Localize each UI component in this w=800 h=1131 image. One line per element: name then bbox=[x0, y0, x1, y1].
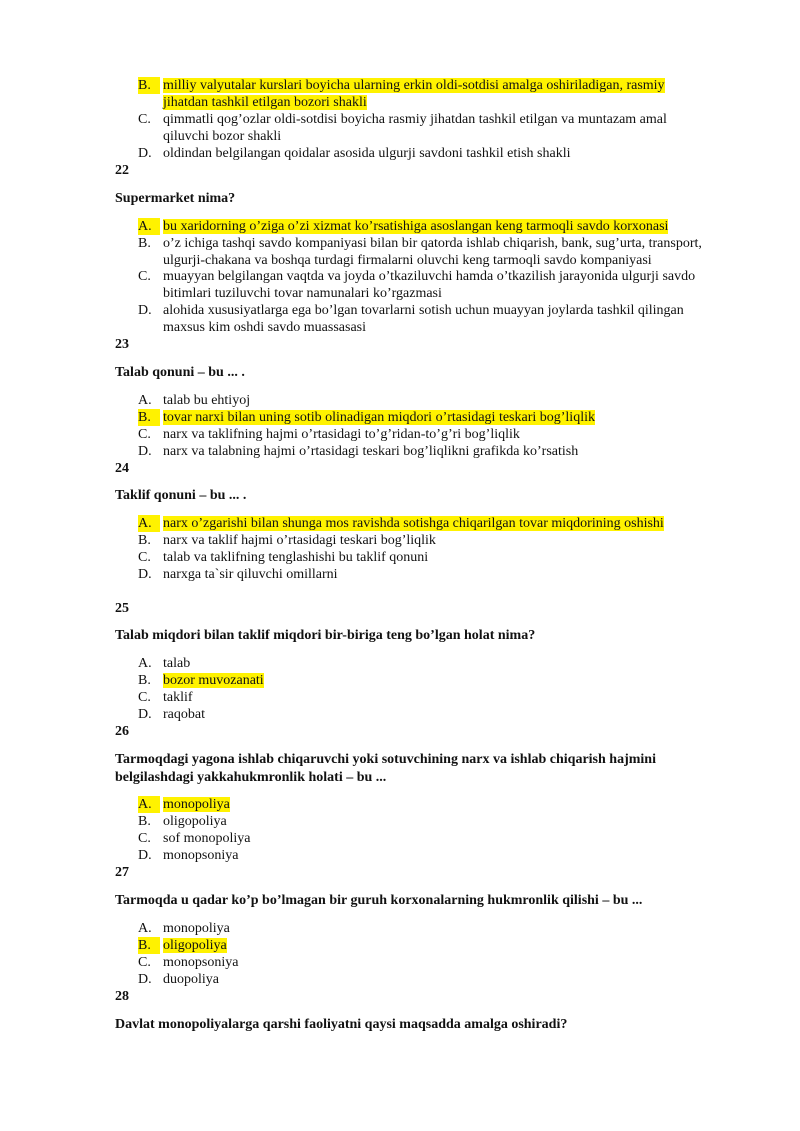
option-23-c bbox=[138, 426, 738, 443]
option-letter: C. bbox=[138, 112, 151, 127]
option-letter: B. bbox=[138, 533, 151, 548]
option-letter: C. bbox=[138, 690, 151, 705]
question-line: Tarmoqdagi yagona ishlab chiqaruvchi yoki sotuvchining narx va ishlab chiqarish hajmini bbox=[115, 752, 656, 767]
option-21-c bbox=[138, 111, 738, 145]
option-line: sof monopoliya bbox=[163, 831, 251, 846]
option-21-b bbox=[138, 77, 738, 111]
option-letter: A. bbox=[138, 218, 160, 235]
question-22-text: Supermarket nima? bbox=[115, 191, 236, 206]
option-23-d bbox=[138, 443, 738, 460]
option-letter: B. bbox=[138, 814, 151, 829]
option-letter: C. bbox=[138, 427, 151, 442]
option-22-d bbox=[138, 302, 738, 336]
question-28-text: Davlat monopoliyalarga qarshi faoliyatni qaysi maqsadda amalga oshiradi? bbox=[115, 1017, 568, 1032]
option-line: milliy valyutalar kurslari boyicha ularning erkin oldi-sotdisi amalga oshiriladigan, rasmiy bbox=[163, 78, 665, 93]
option-line: narx va taklifning hajmi o’rtasidagi to’g’ridan-to’g’ri bog’liqlik bbox=[163, 427, 520, 442]
option-24-a bbox=[138, 515, 738, 532]
option-27-b bbox=[138, 937, 738, 954]
option-letter: B. bbox=[138, 409, 160, 426]
option-letter: C. bbox=[138, 550, 151, 565]
option-26-c bbox=[138, 830, 738, 847]
option-letter: C. bbox=[138, 269, 151, 284]
option-line: narx va talabning hajmi o’rtasidagi teskari bog’liqlikni grafikda ko’rsatish bbox=[163, 444, 579, 459]
question-number-26: 26 bbox=[115, 724, 129, 739]
option-22-c bbox=[138, 268, 738, 302]
option-line: talab va taklifning tenglashishi bu taklif qonuni bbox=[163, 550, 429, 565]
option-line: monopsoniya bbox=[163, 955, 239, 970]
option-line: duopoliya bbox=[163, 972, 219, 987]
option-line: qiluvchi bozor shakli bbox=[163, 129, 282, 144]
option-23-b bbox=[138, 409, 738, 426]
option-letter: C. bbox=[138, 955, 151, 970]
option-line: oligopoliya bbox=[163, 814, 227, 829]
option-27-c bbox=[138, 954, 738, 971]
question-number-23: 23 bbox=[115, 337, 129, 352]
option-26-a bbox=[138, 796, 738, 813]
option-25-d bbox=[138, 706, 738, 723]
option-letter: C. bbox=[138, 831, 151, 846]
question-line: belgilashdagi yakkahukmronlik holati – bu ... bbox=[115, 770, 387, 785]
option-letter: B. bbox=[138, 673, 151, 688]
option-letter: D. bbox=[138, 444, 152, 459]
option-letter: A. bbox=[138, 796, 160, 813]
option-line: tovar narxi bilan uning sotib olinadigan miqdori o’rtasidagi teskari bog’liqlik bbox=[163, 410, 595, 425]
question-number-28: 28 bbox=[115, 989, 129, 1004]
option-26-b bbox=[138, 813, 738, 830]
option-line: qimmatli qog’ozlar oldi-sotdisi boyicha rasmiy jihatdan tashkil etilgan va muntazam amal bbox=[163, 112, 667, 127]
option-24-d bbox=[138, 566, 738, 583]
option-25-c bbox=[138, 689, 738, 706]
option-line: narx va taklif hajmi o’rtasidagi teskari bog’liqlik bbox=[163, 533, 436, 548]
option-line: talab bu ehtiyoj bbox=[163, 393, 251, 408]
option-line: bozor muvozanati bbox=[163, 673, 264, 688]
option-line: alohida xususiyatlarga ega bo’lgan tovarlarni sotish uchun muayyan joylarda tashkil qilingan bbox=[163, 303, 684, 318]
option-22-b bbox=[138, 235, 738, 269]
option-letter: D. bbox=[138, 848, 152, 863]
option-26-d bbox=[138, 847, 738, 864]
option-letter: D. bbox=[138, 303, 152, 318]
option-22-a bbox=[138, 218, 738, 235]
option-line: narx o’zgarishi bilan shunga mos ravishda sotishga chiqarilgan tovar miqdorining oshishi bbox=[163, 516, 664, 531]
option-letter: A. bbox=[138, 921, 152, 936]
question-26-text bbox=[115, 751, 715, 787]
option-line: monopsoniya bbox=[163, 848, 239, 863]
option-line: bitimlari tuziluvchi tovar namunalari ko’rgazmasi bbox=[163, 286, 442, 301]
option-line: narxga ta`sir qiluvchi omillarni bbox=[163, 567, 338, 582]
option-23-a bbox=[138, 392, 738, 409]
option-line: o’z ichiga tashqi savdo kompaniyasi bilan bir qatorda ishlab chiqarish, bank, sug’urta, transport, bbox=[163, 236, 702, 251]
option-line: monopoliya bbox=[163, 921, 230, 936]
question-23-text: Talab qonuni – bu ... . bbox=[115, 365, 245, 380]
option-line: ulgurji-chakana va boshqa turdagi firmalarni oluvchi keng tarmoqli savdo kompaniyasi bbox=[163, 253, 652, 268]
question-24-text: Taklif qonuni – bu ... . bbox=[115, 488, 247, 503]
question-number-24: 24 bbox=[115, 461, 129, 476]
option-line: maxsus kim oshdi savdo muassasasi bbox=[163, 320, 366, 335]
question-number-27: 27 bbox=[115, 865, 129, 880]
option-25-a bbox=[138, 655, 738, 672]
option-letter: B. bbox=[138, 236, 151, 251]
option-27-a bbox=[138, 920, 738, 937]
option-letter: B. bbox=[138, 937, 160, 954]
option-21-d bbox=[138, 145, 738, 162]
option-25-b bbox=[138, 672, 738, 689]
option-27-d bbox=[138, 971, 738, 988]
option-letter: D. bbox=[138, 567, 152, 582]
option-letter: B. bbox=[138, 77, 160, 94]
option-line: raqobat bbox=[163, 707, 205, 722]
question-number-22: 22 bbox=[115, 163, 129, 178]
option-line: taklif bbox=[163, 690, 193, 705]
option-line: oligopoliya bbox=[163, 938, 227, 953]
option-line: jihatdan tashkil etilgan bozori shakli bbox=[163, 95, 367, 110]
question-25-text: Talab miqdori bilan taklif miqdori bir-biriga teng bo’lgan holat nima? bbox=[115, 628, 536, 643]
option-letter: D. bbox=[138, 972, 152, 987]
option-letter: A. bbox=[138, 656, 152, 671]
option-letter: A. bbox=[138, 393, 152, 408]
option-line: bu xaridorning o’ziga o’zi xizmat ko’rsatishiga asoslangan keng tarmoqli savdo korxonasi bbox=[163, 219, 669, 234]
option-line: muayyan belgilangan vaqtda va joyda o’tkaziluvchi hamda o’tkazilish jarayonida ulgurji savdo bbox=[163, 269, 696, 284]
question-27-text: Tarmoqda u qadar ko’p bo’lmagan bir guruh korxonalarning hukmronlik qilishi – bu ... bbox=[115, 893, 643, 908]
option-line: monopoliya bbox=[163, 797, 230, 812]
option-letter: A. bbox=[138, 515, 160, 532]
option-24-b bbox=[138, 532, 738, 549]
option-line: talab bbox=[163, 656, 191, 671]
question-number-25: 25 bbox=[115, 601, 129, 616]
option-24-c bbox=[138, 549, 738, 566]
option-letter: D. bbox=[138, 707, 152, 722]
option-letter: D. bbox=[138, 146, 152, 161]
option-line: oldindan belgilangan qoidalar asosida ulgurji savdoni tashkil etish shakli bbox=[163, 146, 571, 161]
